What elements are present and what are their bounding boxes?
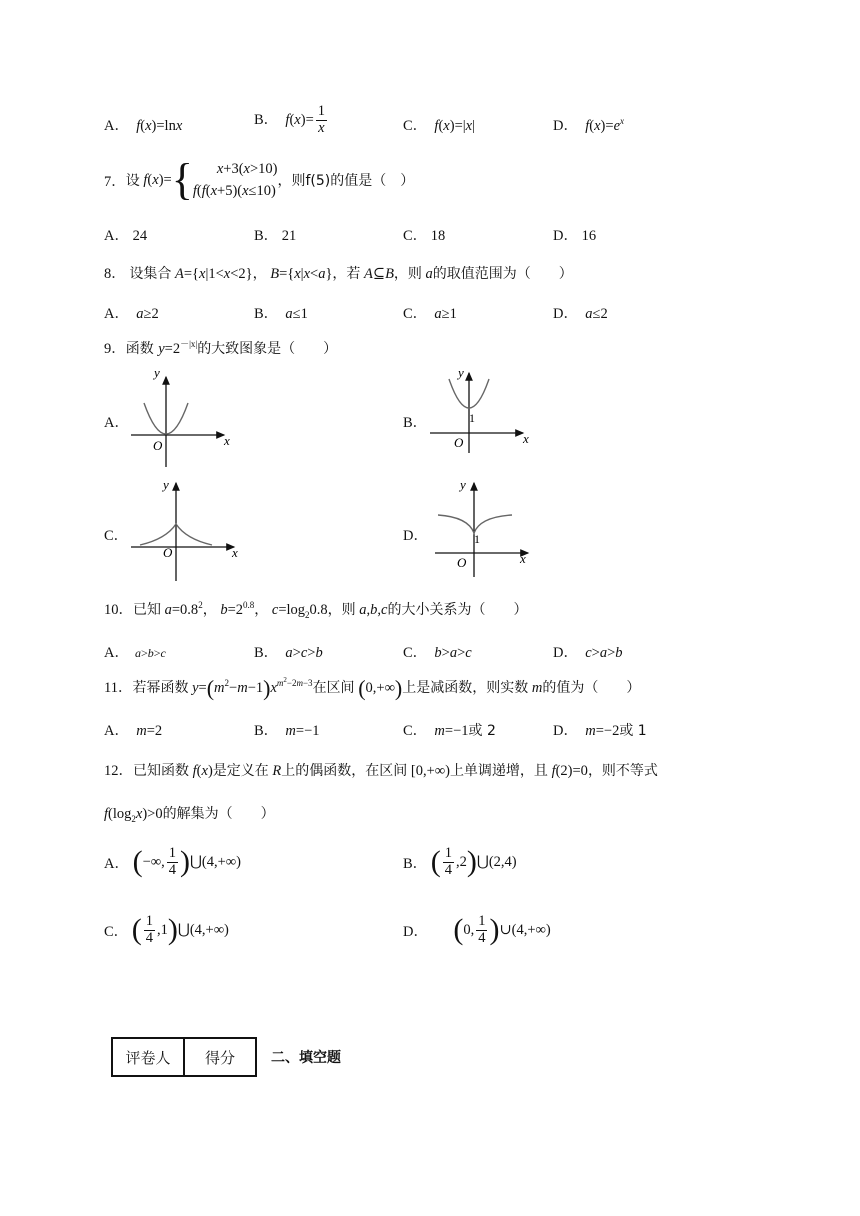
graph-a-y-label: y [154,365,160,380]
graph-b-one-label: 1 [469,411,475,425]
graph-c-y-label: y [163,477,169,492]
q9-graph-d [430,477,540,577]
q8-option-a: A． a≥2 [104,306,159,322]
q8-option-d: D． a≤2 [553,306,608,322]
q9-option-b-label: B． [403,415,428,431]
graph-a-origin-label: O [153,438,163,453]
graph-b-y-label: y [458,365,464,380]
q12-option-c: C． ( $\frac{1}{4}$ ,1 ) ⋃(4,+∞) [104,913,229,947]
q9-option-a-label: A． [104,415,129,431]
q7-option-d: D． 16 [553,228,597,244]
q8-option-c: C． a≥1 [403,306,457,322]
q6-option-d: D． $f(x)=e^x$ [553,116,624,134]
score-box [111,1037,257,1077]
question-9: 9．函数 $y=2^{-|x|}$的大致图象是（ ） [104,339,338,357]
section-title: 二、填空题 [271,1050,341,1066]
question-10: 10．已知 $a=0.8^2$， $b=2^{0.8}$， $c=\log_20.8$，则 a,b,c的大小关系为（ ） [104,600,528,620]
question-12-line2: $f(\log_2x)>0$的解集为（ ） [104,806,275,824]
q11-option-d: D． m=−2或 1 [553,723,647,739]
score-cell: 得分 [184,1038,256,1076]
q12-option-d: D． ( 0, $\frac{1}{4}$ ) ∪(4,+∞) [403,913,551,947]
question-8: 8． 设集合 A={x|1<x<2}， B={x|x<a}，若 A⊆B，则 a的取值范围为（ ） [104,266,573,282]
graph-b-origin-label: O [454,435,464,450]
q12-option-a: A． ( −∞, $\frac{1}{4}$ ) ⋃(4,+∞) [104,845,241,879]
q11-option-b: B． m=−1 [254,723,320,739]
q11-option-a: A． m=2 [104,723,163,739]
q9-graph-a [126,365,236,475]
q9-graph-b [425,365,535,455]
q12-option-b: B． ( $\frac{1}{4}$ ,2 ) ⋃(2,4) [403,845,517,879]
q7-option-b: B． 21 [254,228,297,244]
q7-option-c: C． 18 [403,228,446,244]
graph-d-y-label: y [460,477,466,492]
q7-options: A． 24 [104,228,148,244]
q9-option-c-label: C． [104,528,129,544]
graph-c-x-label: x [232,545,238,560]
graph-a-x-label: x [224,433,230,448]
question-11: 11．若幂函数 $y=(m^2-m-1)x^{m^2-2m-3}$在区间 (0,+∞)上是减函数，则实数 m的值为（ ） [104,675,641,701]
q11-option-c: C． m=−1或 2 [403,723,496,739]
q10-option-c: C． b>a>c [403,645,472,661]
q9-graph-c [126,477,246,582]
q9-option-d-label: D． [403,528,428,544]
q10-option-a: A． a>b>c [104,645,166,661]
graph-d-x-label: x [520,551,526,566]
reviewer-cell: 评卷人 [112,1038,184,1076]
graph-d-one-label: 1 [474,532,480,546]
q6-option-a: A． f(x)=lnx [104,118,183,134]
graph-d-origin-label: O [457,555,467,570]
q10-option-b: B． a>c>b [254,645,323,661]
graph-b-x-label: x [523,431,529,446]
question-7: 7． 设 f(x)= { x+3(x>10) f(f(x+5)(x≤10) ，则f(5)的值是（ ） [104,155,415,204]
graph-c-origin-label: O [163,545,173,560]
q6-option-c: C． f(x)=|x| [403,118,475,134]
q8-option-b: B． a≤1 [254,306,308,322]
q6-option-b: B． f(x)= $\frac{1}{x}$ [254,103,325,136]
question-12: 12．已知函数 f(x)是定义在 R上的偶函数，在区间 [0,+∞)上单调递增，且 f(2)=0，则不等式 [104,763,658,779]
q10-option-d: D． c>a>b [553,645,623,661]
